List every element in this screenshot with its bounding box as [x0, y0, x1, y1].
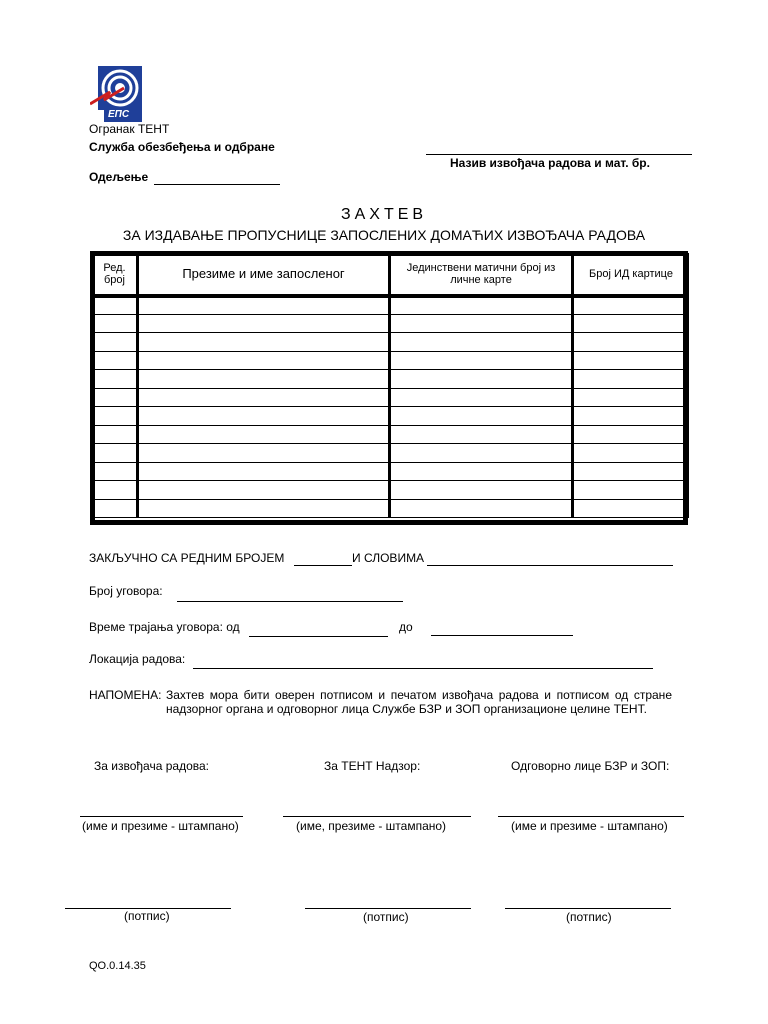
contractor-name-line[interactable] [80, 802, 243, 817]
cell-no[interactable] [93, 314, 138, 333]
cell-no[interactable] [93, 462, 138, 481]
cell-name[interactable] [138, 333, 390, 352]
table-row [93, 481, 689, 500]
table-row [93, 499, 689, 518]
responsible-sign-caption: (потпис) [566, 910, 612, 924]
cell-no[interactable] [93, 351, 138, 370]
concluded-number-field[interactable] [294, 551, 352, 566]
employee-table [92, 253, 689, 518]
cell-no[interactable] [93, 333, 138, 352]
contract-no-field[interactable] [177, 587, 403, 602]
header-id: Број ИД картице [573, 254, 689, 296]
table-row [93, 370, 689, 389]
location-label: Локација радова: [89, 652, 186, 666]
cell-jmbg[interactable] [390, 370, 573, 389]
supervisor-sign-caption: (потпис) [363, 910, 409, 924]
note-text: Захтев мора бити оверен потписом и печатом извођача радова и потписом од стране надзорног органа и одговорног лица Службе БЗР и ЗОП организационе целине ТЕНТ. [166, 688, 672, 716]
cell-name[interactable] [138, 370, 390, 389]
cell-id[interactable] [573, 499, 689, 518]
cell-name[interactable] [138, 314, 390, 333]
eps-logo [90, 64, 144, 122]
cell-jmbg[interactable] [390, 499, 573, 518]
cell-id[interactable] [573, 314, 689, 333]
duration-to-field[interactable] [431, 621, 573, 636]
cell-id[interactable] [573, 444, 689, 463]
cell-no[interactable] [93, 481, 138, 500]
in-words-label: И СЛОВИМА [352, 551, 425, 565]
cell-name[interactable] [138, 388, 390, 407]
cell-no[interactable] [93, 425, 138, 444]
contractor-caption: Назив извођача радова и мат. бр. [450, 156, 650, 170]
cell-jmbg[interactable] [390, 314, 573, 333]
cell-jmbg[interactable] [390, 296, 573, 315]
table-body [93, 296, 689, 518]
table-row [93, 333, 689, 352]
cell-jmbg[interactable] [390, 407, 573, 426]
contractor-name-field[interactable] [426, 140, 692, 155]
responsible-name-line[interactable] [498, 802, 684, 817]
cell-id[interactable] [573, 407, 689, 426]
cell-jmbg[interactable] [390, 351, 573, 370]
contractor-signature-label: За извођача радова: [94, 759, 209, 773]
cell-id[interactable] [573, 425, 689, 444]
department-field[interactable] [154, 170, 280, 185]
cell-name[interactable] [138, 425, 390, 444]
supervisor-name-line[interactable] [283, 802, 471, 817]
responsible-name-caption: (име и презиме - штампано) [511, 819, 668, 833]
branch-name: Огранак ТЕНТ [89, 122, 170, 136]
table-row [93, 351, 689, 370]
cell-name[interactable] [138, 481, 390, 500]
table-row [93, 444, 689, 463]
in-words-field[interactable] [427, 551, 673, 566]
cell-id[interactable] [573, 481, 689, 500]
logo-text: ЕПС [108, 109, 130, 120]
cell-jmbg[interactable] [390, 444, 573, 463]
contractor-sign-caption: (потпис) [124, 909, 170, 923]
header-name: Презиме и име запосленог [138, 254, 390, 296]
cell-name[interactable] [138, 407, 390, 426]
department-label: Одељење [89, 170, 149, 184]
cell-id[interactable] [573, 333, 689, 352]
table-row [93, 296, 689, 315]
cell-no[interactable] [93, 296, 138, 315]
cell-jmbg[interactable] [390, 481, 573, 500]
header-jmbg: Јединствени матични број из личне карте [390, 254, 573, 296]
table-row [93, 407, 689, 426]
duration-from-field[interactable] [249, 622, 388, 637]
supervisor-signature-label: За ТЕНТ Надзор: [324, 759, 421, 773]
responsible-signature-line[interactable] [505, 894, 671, 909]
duration-to-label: до [399, 620, 413, 634]
cell-id[interactable] [573, 388, 689, 407]
responsible-signature-label: Одговорно лице БЗР и ЗОП: [511, 759, 670, 773]
concluded-label: ЗАКЉУЧНО СА РЕДНИМ БРОЈЕМ [89, 551, 285, 565]
cell-id[interactable] [573, 296, 689, 315]
document-title: ЗАХТЕВ [340, 206, 428, 223]
cell-id[interactable] [573, 462, 689, 481]
contract-no-label: Број уговора: [89, 584, 163, 598]
cell-no[interactable] [93, 499, 138, 518]
cell-name[interactable] [138, 351, 390, 370]
cell-jmbg[interactable] [390, 425, 573, 444]
cell-name[interactable] [138, 296, 390, 315]
table-row [93, 314, 689, 333]
document-code: QO.0.14.35 [89, 960, 146, 972]
contractor-signature-line[interactable] [65, 894, 231, 909]
table-header-row [93, 254, 689, 296]
cell-no[interactable] [93, 370, 138, 389]
cell-name[interactable] [138, 444, 390, 463]
cell-jmbg[interactable] [390, 462, 573, 481]
duration-from-label: Време трајања уговора: од [89, 620, 240, 634]
header-no: Ред. број [93, 254, 138, 296]
document-subtitle: ЗА ИЗДАВАЊЕ ПРОПУСНИЦЕ ЗАПОСЛЕНИХ ДОМАЋИХ ИЗВОЂАЧА РАДОВА [122, 227, 646, 243]
service-name: Служба обезбеђења и одбране [89, 140, 275, 154]
cell-no[interactable] [93, 444, 138, 463]
cell-no[interactable] [93, 388, 138, 407]
note-label: НАПОМЕНА: [89, 688, 162, 702]
table-row [93, 425, 689, 444]
cell-id[interactable] [573, 351, 689, 370]
cell-jmbg[interactable] [390, 333, 573, 352]
supervisor-name-caption: (име, презиме - штампано) [296, 819, 447, 833]
contractor-name-caption: (име и презиме - штампано) [82, 819, 239, 833]
cell-name[interactable] [138, 499, 390, 518]
cell-name[interactable] [138, 462, 390, 481]
cell-id[interactable] [573, 370, 689, 389]
cell-no[interactable] [93, 407, 138, 426]
table-row [93, 388, 689, 407]
location-field[interactable] [193, 654, 653, 669]
table-row [93, 462, 689, 481]
cell-jmbg[interactable] [390, 388, 573, 407]
supervisor-signature-line[interactable] [305, 894, 471, 909]
